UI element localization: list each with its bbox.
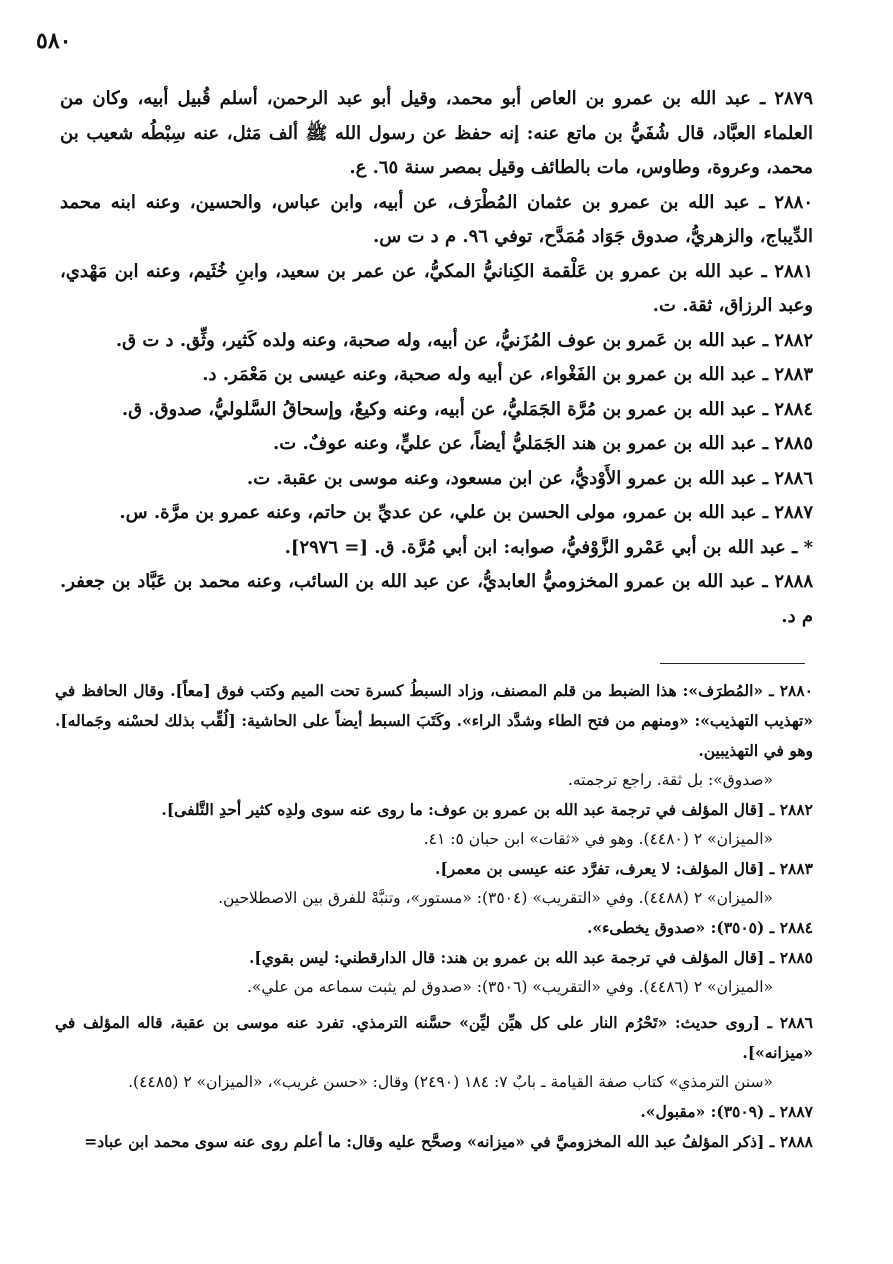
entry-text: ـ عبد الله بن عَمرو بن عوف المُزَنيُّ، عن أبيه، وله صحبة، وعنه ولده كَثير، وثِّق. د ت ق. [115, 329, 775, 351]
entry-text: ـ عبد الله بن عمرو بن هند الجَمَليُّ أيضاً، عن عليٍّ، وعنه عوفٌ. ت. [273, 433, 775, 454]
main-text [60, 82, 813, 634]
entry-number: ٢٨٨٦ [774, 467, 813, 489]
entry-text: ـ عبد الله بن عمرو بن العاص أبو محمد، وقيل أبو عبد الرحمن، أسلم قُبيل أبيه، وكان من العلماء العبَّاد، قال شُفَيُّ بن ماتع عنه: إنه حفظ عن رسول الله ﷺ ألف مَثل، عنه سِبْطُه شعيب بن محمد، وعروة، وطاوس، مات بالطائف وقيل بمصر سنة ٦٥. ع. [60, 88, 813, 178]
footnote-number: ٢٨٨٣ [779, 859, 813, 878]
entry-number: ٢٨٧٩ [774, 88, 813, 109]
footnote-text: ـ [روى حديث: «تَحْرُم النار على كل هيِّن ليِّن» حسَّنه الترمذي. تفرد عنه موسى بن عقبة، قاله المؤلف في «ميزانه»]. [55, 1013, 813, 1062]
footnote [55, 676, 813, 766]
entry-number: * [803, 536, 813, 558]
entry-text: ـ عبد الله بن أبي عَمْرو الزَّوْفيُّ، صوابه: ابن أبي مُرَّة. ق. [= ٢٩٧٦]. [284, 536, 804, 558]
footnote [55, 943, 813, 973]
entry [60, 462, 813, 497]
entry [60, 496, 813, 531]
entry [60, 82, 813, 186]
footnote-divider [660, 663, 805, 664]
footnote [55, 1097, 813, 1127]
entry-text: ـ عبد الله بن عمرو المخزوميُّ العابديُّ، عن عبد الله بن السائب، وعنه محمد بن عَبَّاد بن جعفر. م د. [60, 571, 813, 627]
entry-number: ٢٨٨٠ [774, 191, 813, 213]
entry-text: ـ عبد الله بن عمرو بن مُرَّة الجَمَليُّ، عن أبيه، وعنه وكيعٌ، وإسحاقُ السَّلوليُّ، صدوق. ق. [121, 398, 775, 420]
entry-number: ٢٨٨٢ [774, 329, 813, 351]
entry [60, 358, 813, 393]
entry [60, 565, 813, 634]
entry [60, 324, 813, 359]
footnote [55, 766, 813, 795]
entry-number: ٢٨٨٧ [774, 502, 813, 523]
footnote-text: «سنن الترمذي» كتاب صفة القيامة ـ بابٌ ٧: ١٨٤ (٢٤٩٠) وقال: «حسن غريب»، «الميزان» ٢ (٤٤٨٥). [128, 1073, 773, 1091]
footnote [55, 1008, 813, 1068]
entry-number: ٢٨٨١ [774, 260, 813, 282]
footnote-text: ـ [قال المؤلف في ترجمة عبد الله بن عمرو بن هند: قال الدارقطني: ليس بقوي]. [248, 948, 780, 967]
footnote [55, 973, 813, 1002]
footnote-text: «الميزان» ٢ (٤٤٨٦). وفي «التقريب» (٣٥٠٦): «صدوق لم يثبت سماعه من علي». [246, 978, 773, 996]
entry-number: ٢٨٨٨ [774, 571, 813, 592]
footnote-text: ـ [قال المؤلف: لا يعرف، تفرَّد عنه عيسى بن معمر]. [435, 859, 780, 878]
footnote [55, 1127, 813, 1157]
footnote-text: ـ (٣٥٠٩): «مقبول». [640, 1102, 780, 1121]
entry [60, 427, 813, 462]
entry-text: ـ عبد الله بن عمرو الأَوْديُّ، عن ابن مسعود، وعنه موسى بن عقبة. ت. [246, 467, 775, 489]
footnote [55, 913, 813, 943]
footnote-number: ٢٨٨٧ [779, 1102, 813, 1121]
footnotes [55, 676, 813, 1157]
page-number: ٥٨٠ [36, 28, 72, 54]
footnote-text: ـ «المُطرَف»: هذا الضبط من قلم المصنف، وزاد السبطُ كسرة تحت الميم وكتب فوق [معاً]. وقال الحافظ في «تهذيب التهذيب»: «ومنهم من فتح الطاء وشدَّد الراء». وكَتَبَ السبط أيضاً على الحاشية: [لُقِّب بذلك لحسْنه وجَماله]. وهو في التهذيبين. [55, 681, 813, 760]
footnote-number: ٢٨٨٢ [779, 800, 813, 819]
footnote-text: «الميزان» ٢ (٤٤٨٨). وفي «التقريب» (٣٥٠٤): «مستور»، وتنبَّهْ للفرق بين الاصطلاحين. [218, 889, 773, 907]
footnote [55, 854, 813, 884]
entry-number: ٢٨٨٤ [774, 398, 813, 420]
entry [60, 531, 813, 566]
footnote-text: «الميزان» ٢ (٤٤٨٠). وهو في «ثقات» ابن حبان ٥: ٤١. [423, 830, 773, 848]
footnote [55, 825, 813, 854]
entry [60, 393, 813, 428]
footnote-number: ٢٨٨٠ [779, 681, 813, 700]
entry [60, 255, 813, 324]
footnote-text: «صدوق»: بل ثقة. راجع ترجمته. [567, 771, 773, 789]
footnote [55, 795, 813, 825]
entry-text: ـ عبد الله بن عمرو، مولى الحسن بن علي، عن عديِّ بن حاتم، وعنه عمرو بن مرَّة. س. [119, 502, 775, 523]
entry-text: ـ عبد الله بن عمرو بن الفَغْواء، عن أبيه وله صحبة، وعنه عيسى بن مَعْمَر. د. [202, 364, 775, 385]
footnote-text: ـ (٣٥٠٥): «صدوق يخطىء». [587, 918, 780, 937]
footnote [55, 1068, 813, 1097]
footnote-number: ٢٨٨٦ [779, 1013, 813, 1032]
footnote [55, 884, 813, 913]
footnote-number: ٢٨٨٤ [779, 918, 813, 937]
entry [60, 186, 813, 255]
entry-text: ـ عبد الله بن عمرو بن عثمان المُطْرَف، عن أبيه، وابن عباس، والحسين، وعنه ابنه محمد الدِّيباج، والزهريُّ، صدوق جَوَاد مُمَدَّح، توفي ٩٦. م د ت س. [60, 191, 813, 247]
footnote-number: ٢٨٨٨ [779, 1132, 813, 1151]
entry-text: ـ عبد الله بن عمرو بن عَلْقمة الكِنانيُّ المكيُّ، عن عمر بن سعيد، وابنِ خُثَيم، وعنه ابن مَهْدي، وعبد الرزاق، ثقة. ت. [60, 260, 813, 316]
entry-number: ٢٨٨٥ [774, 433, 813, 454]
entry-number: ٢٨٨٣ [774, 364, 813, 385]
footnote-number: ٢٨٨٥ [779, 948, 813, 967]
footnote-text: ـ [قال المؤلف في ترجمة عبد الله بن عمرو بن عوف: ما روى عنه سوى ولدِه كثير أحدِ التَّلفى]. [161, 800, 780, 819]
footnote-text: ـ [ذكر المؤلفُ عبد الله المخزوميَّ في «ميزانه» وصحَّح عليه وقال: ما أعلم روى عنه سوى محمد ابن عباد= [84, 1132, 780, 1151]
